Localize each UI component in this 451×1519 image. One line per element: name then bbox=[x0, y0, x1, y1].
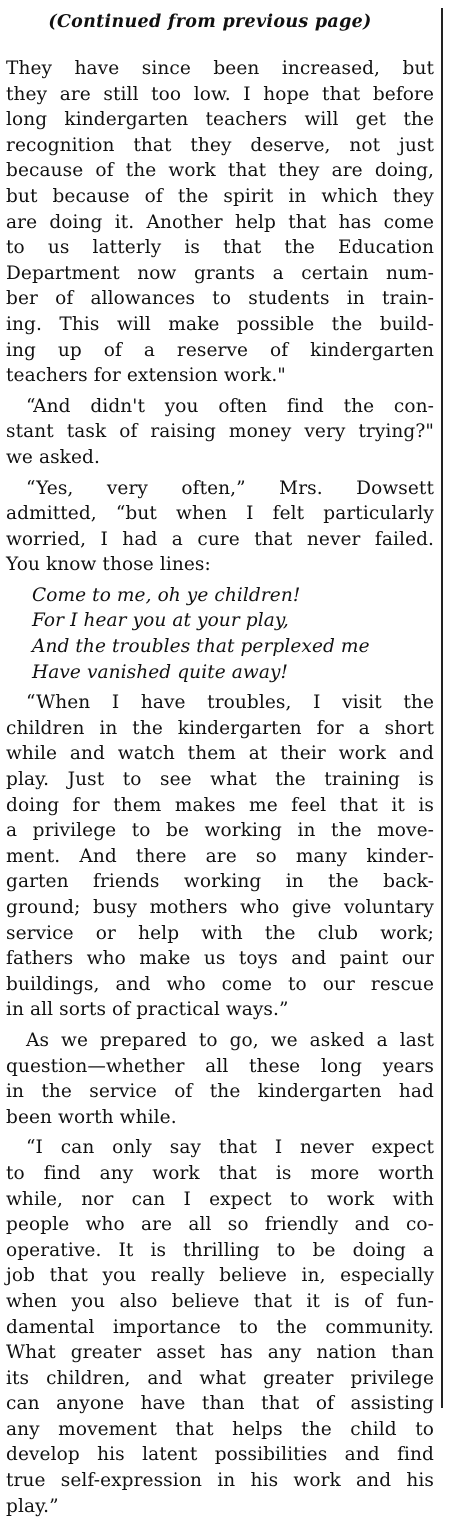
text-line: “I can only say that I never expect bbox=[26, 1137, 434, 1159]
text-line: in the service of the kindergarten had bbox=[6, 1081, 434, 1103]
text-line: worried, I had a cure that never failed. bbox=[6, 528, 434, 550]
text-line: while and watch them at their work and bbox=[6, 743, 434, 765]
text-line: garten friends working in the back- bbox=[6, 871, 434, 893]
poem-block bbox=[6, 583, 434, 685]
text-line: while, nor can I expect to work with bbox=[6, 1188, 434, 1210]
text-line: children in the kindergarten for a short bbox=[6, 717, 434, 739]
text-line: “And didn't you often find the con- bbox=[26, 395, 434, 417]
poem-line: And the troubles that perplexed me bbox=[32, 636, 370, 658]
text-line: been worth while. bbox=[6, 1106, 177, 1128]
text-line: they are still too low. I hope that before bbox=[6, 83, 434, 105]
text-line: teachers for extension work." bbox=[6, 365, 286, 387]
text-line: admitted, “but when I felt particularly bbox=[6, 503, 434, 525]
paragraph bbox=[6, 56, 434, 389]
poem-line: Have vanished quite away! bbox=[32, 661, 289, 683]
text-line: play.” bbox=[6, 1495, 59, 1517]
text-line: They have since been increased, but bbox=[6, 58, 434, 79]
text-line: ing up of a reserve of kindergarten bbox=[6, 339, 434, 361]
poem-line: Come to me, oh ye children! bbox=[32, 584, 301, 606]
paragraph bbox=[6, 476, 434, 578]
paragraph bbox=[6, 1135, 434, 1519]
text-line: in all sorts of practical ways.” bbox=[6, 999, 289, 1021]
text-line: job that you really believe in, especially bbox=[6, 1265, 434, 1287]
text-line: “Yes, very often,” Mrs. Dowsett bbox=[26, 477, 434, 499]
column-rule bbox=[441, 8, 443, 1408]
text-line: can anyone have than that of assisting bbox=[6, 1393, 434, 1415]
text-line: operative. It is thrilling to be doing a bbox=[6, 1239, 434, 1261]
paragraph bbox=[6, 394, 434, 471]
text-line: long kindergarten teachers will get the bbox=[6, 109, 434, 131]
text-line: we asked. bbox=[6, 446, 100, 468]
text-line: to us latterly is that the Education bbox=[6, 237, 434, 259]
text-column bbox=[6, 56, 434, 1519]
text-line: play. Just to see what the training is bbox=[6, 769, 434, 791]
text-line: “When I have troubles, I visit the bbox=[26, 692, 434, 714]
poem-line: For I hear you at your play, bbox=[32, 610, 289, 632]
text-line: Department now grants a certain num- bbox=[6, 262, 434, 284]
text-line: are doing it. Another help that has come bbox=[6, 211, 434, 233]
text-line: What greater asset has any nation than bbox=[6, 1342, 434, 1364]
text-line: when you also believe that it is of fun- bbox=[6, 1290, 434, 1312]
paragraph bbox=[6, 1028, 434, 1130]
text-line: stant task of raising money very trying?" bbox=[6, 421, 434, 443]
text-line: You know those lines: bbox=[6, 554, 211, 576]
continuation-heading: (Continued from previous page) bbox=[48, 12, 372, 32]
text-line: service or help with the club work; bbox=[6, 922, 434, 944]
text-line: fathers who make us toys and paint our bbox=[6, 948, 434, 970]
text-line: recognition that they deserve, not just bbox=[6, 134, 434, 156]
text-line: true self-expression in his work and his bbox=[6, 1470, 434, 1492]
text-line: but because of the spirit in which they bbox=[6, 185, 434, 207]
text-line: any movement that helps the child to bbox=[6, 1418, 434, 1440]
text-line: people who are all so friendly and co- bbox=[6, 1214, 434, 1236]
text-line: doing for them makes me feel that it is bbox=[6, 794, 434, 816]
text-line: damental importance to the community. bbox=[6, 1316, 434, 1338]
text-line: ing. This will make possible the build- bbox=[6, 313, 434, 335]
text-line: because of the work that they are doing, bbox=[6, 160, 434, 182]
text-line: develop his latent possibilities and find bbox=[6, 1444, 434, 1466]
paragraph bbox=[6, 690, 434, 1023]
text-line: a privilege to be working in the move- bbox=[6, 820, 434, 842]
text-line: ment. And there are so many kinder- bbox=[6, 845, 434, 867]
text-line: its children, and what greater privilege bbox=[6, 1367, 434, 1389]
text-line: ber of allowances to students in train- bbox=[6, 288, 434, 310]
text-line: As we prepared to go, we asked a last bbox=[26, 1029, 434, 1051]
text-line: buildings, and who come to our rescue bbox=[6, 973, 434, 995]
text-line: to find any work that is more worth bbox=[6, 1162, 434, 1184]
text-line: question—whether all these long years bbox=[6, 1055, 434, 1077]
text-line: ground; busy mothers who give voluntary bbox=[6, 897, 434, 918]
